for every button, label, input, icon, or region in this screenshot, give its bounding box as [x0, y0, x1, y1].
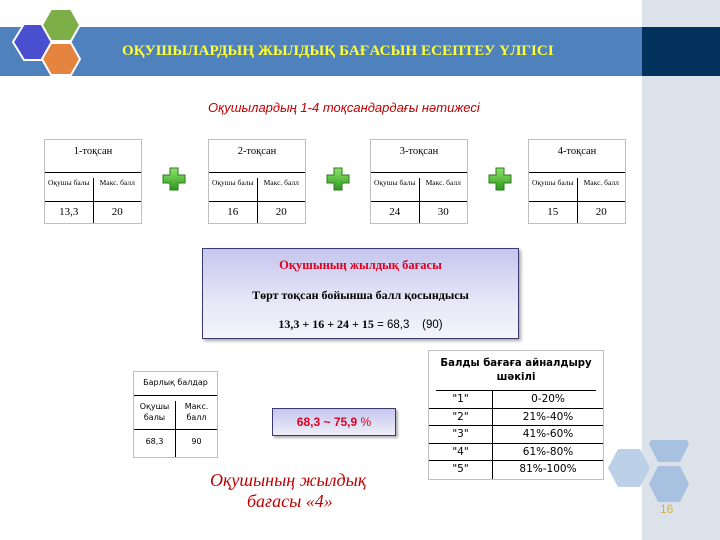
total-scores-table [133, 371, 218, 458]
table-row [429, 444, 603, 462]
student-score-value: 24 [389, 206, 401, 218]
max-score-value: 20 [257, 202, 306, 223]
max-score-value: 20 [93, 202, 142, 223]
max-score-value: 20 [577, 202, 626, 223]
final-grade-text [200, 470, 400, 512]
range-cell: 41%-60% [522, 428, 574, 440]
hexagon-decoration-icon [600, 440, 720, 540]
quarter-table-4 [528, 139, 626, 224]
summary-formula [203, 317, 518, 332]
max-score-header: Макс. балл [93, 178, 142, 201]
page-number: 16 [660, 502, 674, 516]
range-cell: 81%-100% [519, 463, 577, 475]
max-score-header: Макс. балл [577, 178, 626, 201]
table-row [429, 461, 603, 479]
quarter-title: 3-тоқсан [371, 140, 467, 173]
grade-cell: "5" [429, 461, 493, 479]
total-student-score: 68,3 [145, 437, 164, 446]
range-cell: 61%-80% [522, 445, 574, 458]
student-score-header: Оқушы балы [374, 178, 416, 187]
final-grade-line-1: Оқушының жылдық [210, 470, 367, 490]
student-score-header: Оқушы балы [48, 178, 90, 187]
table-row [429, 426, 603, 444]
max-score-header: Макс. балл [175, 401, 217, 429]
table-row [429, 409, 603, 427]
section-subtitle: Оқушылардың 1-4 тоқсандардағы нәтижесі [208, 100, 480, 115]
plus-icon [162, 167, 186, 191]
quarter-title: 1-тоқсан [45, 140, 141, 173]
percentage-range-value: 68,3 ~ 75,9 [296, 415, 358, 429]
page-title: ОҚУШЫЛАРДЫҢ ЖЫЛДЫҚ БАҒАСЫН ЕСЕПТЕУ ҮЛГІСІ [122, 43, 554, 59]
percentage-range-box [272, 408, 396, 436]
plus-icon [488, 167, 512, 191]
grade-conversion-table [428, 350, 604, 480]
total-max-score: 90 [175, 430, 217, 457]
grade-cell: "2" [429, 409, 493, 426]
student-score-value: 16 [227, 206, 239, 218]
student-score-header: Оқушы балы [212, 178, 254, 187]
annual-grade-summary-box [202, 248, 519, 339]
quarter-title: 4-тоқсан [529, 140, 625, 173]
final-grade-line-2: бағасы «4» [247, 491, 333, 511]
grade-cell: "3" [429, 426, 493, 443]
percentage-unit: % [357, 415, 372, 429]
grade-cell: "4" [429, 444, 493, 461]
max-score-value: 30 [419, 202, 468, 223]
summary-title: Оқушының жылдық бағасы [279, 258, 442, 272]
student-score-value: 13,3 [59, 206, 79, 218]
formula-terms: 13,3 + 16 + 24 + 15 [278, 317, 374, 331]
plus-icon [326, 167, 350, 191]
student-score-value: 15 [547, 206, 559, 218]
max-score-header: Макс. балл [419, 178, 468, 201]
hexagon-logo-icon [0, 0, 120, 100]
grade-conversion-title: Балды бағаға айналдыру шәкілі [436, 351, 596, 391]
total-table-title: Барлық балдар [134, 372, 217, 396]
range-cell: 0-20% [531, 393, 565, 405]
quarter-table-3 [370, 139, 468, 224]
summary-description: Төрт тоқсан бойынша балл қосындысы [252, 288, 469, 302]
table-row [429, 391, 603, 409]
formula-result: = 68,3 (90) [373, 319, 443, 331]
max-score-header: Макс. балл [257, 178, 306, 201]
grade-cell: "1" [429, 391, 493, 408]
title-banner-accent [642, 27, 720, 76]
student-score-header: Оқушы балы [532, 178, 574, 187]
student-score-header: Оқушы балы [139, 402, 170, 422]
range-cell: 21%-40% [522, 410, 574, 423]
quarter-table-1 [44, 139, 142, 224]
quarter-table-2 [208, 139, 306, 224]
quarter-title: 2-тоқсан [209, 140, 305, 173]
